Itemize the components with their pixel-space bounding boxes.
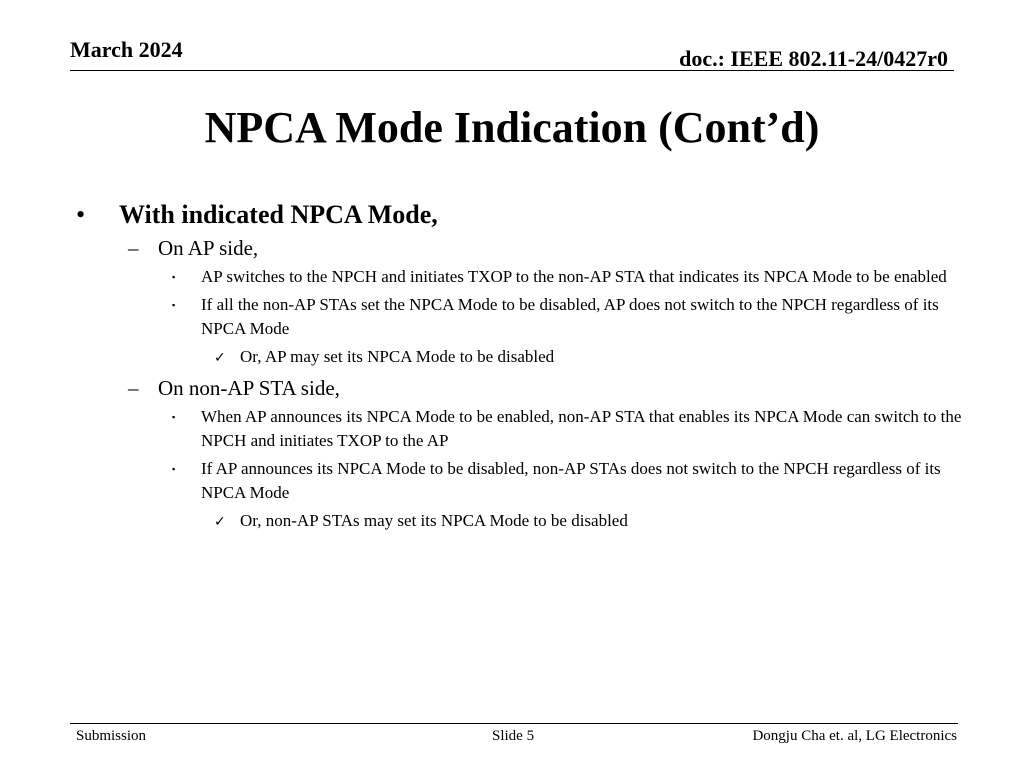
footer-divider [70,723,958,724]
dash-icon: – [128,236,139,260]
dash-icon: – [128,376,139,400]
square-bullet-icon: ▪ [172,412,176,422]
square-bullet-icon: ▪ [172,300,176,310]
checkmark-icon: ✓ [214,350,226,366]
list-item [169,405,970,453]
list-item [169,265,970,289]
bullet-dot-icon: • [76,200,86,229]
footer-slide-number: Slide 5 [492,728,535,744]
sub-bullet-text: On AP side, [158,236,259,260]
sub-bullet-ap-side [128,236,970,261]
square-bullet-icon: ▪ [172,464,176,474]
sub-bullet-text: On non-AP STA side, [158,376,340,400]
check-item [214,345,970,370]
bullet-with-npca-mode [70,200,970,230]
check-item-text: Or, AP may set its NPCA Mode to be disabled [240,347,555,366]
list-item-text: If all the non-AP STAs set the NPCA Mode to be disabled, AP does not switch to the NPCH regardless of its NPCA Mode [201,295,939,338]
header-divider [70,70,954,71]
check-item-text: Or, non-AP STAs may set its NPCA Mode to be disabled [240,511,628,530]
footer-author: Dongju Cha et. al, LG Electronics [752,728,957,744]
check-item [214,509,970,534]
square-bullet-icon: ▪ [172,272,176,282]
list-item-text: AP switches to the NPCH and initiates TXOP to the non-AP STA that indicates its NPCA Mode to be enabled [201,267,947,286]
header-date: March 2024 [70,37,183,62]
list-item [169,457,970,505]
sub-bullet-sta-side [128,376,970,401]
slide-content [70,200,970,538]
footer-submission: Submission [76,728,147,744]
list-item-text: When AP announces its NPCA Mode to be enabled, non-AP STA that enables its NPCA Mode can switch to the NPCH and initiates TXOP to the AP [201,407,962,450]
bullet-text: With indicated NPCA Mode, [119,200,438,229]
header-doc-id: doc.: IEEE 802.11-24/0427r0 [679,46,948,71]
list-item-text: If AP announces its NPCA Mode to be disabled, non-AP STAs does not switch to the NPCH regardless of its NPCA Mode [201,459,941,502]
slide-title: NPCA Mode Indication (Cont’d) [204,103,820,152]
checkmark-icon: ✓ [214,514,226,530]
list-item [169,293,970,341]
